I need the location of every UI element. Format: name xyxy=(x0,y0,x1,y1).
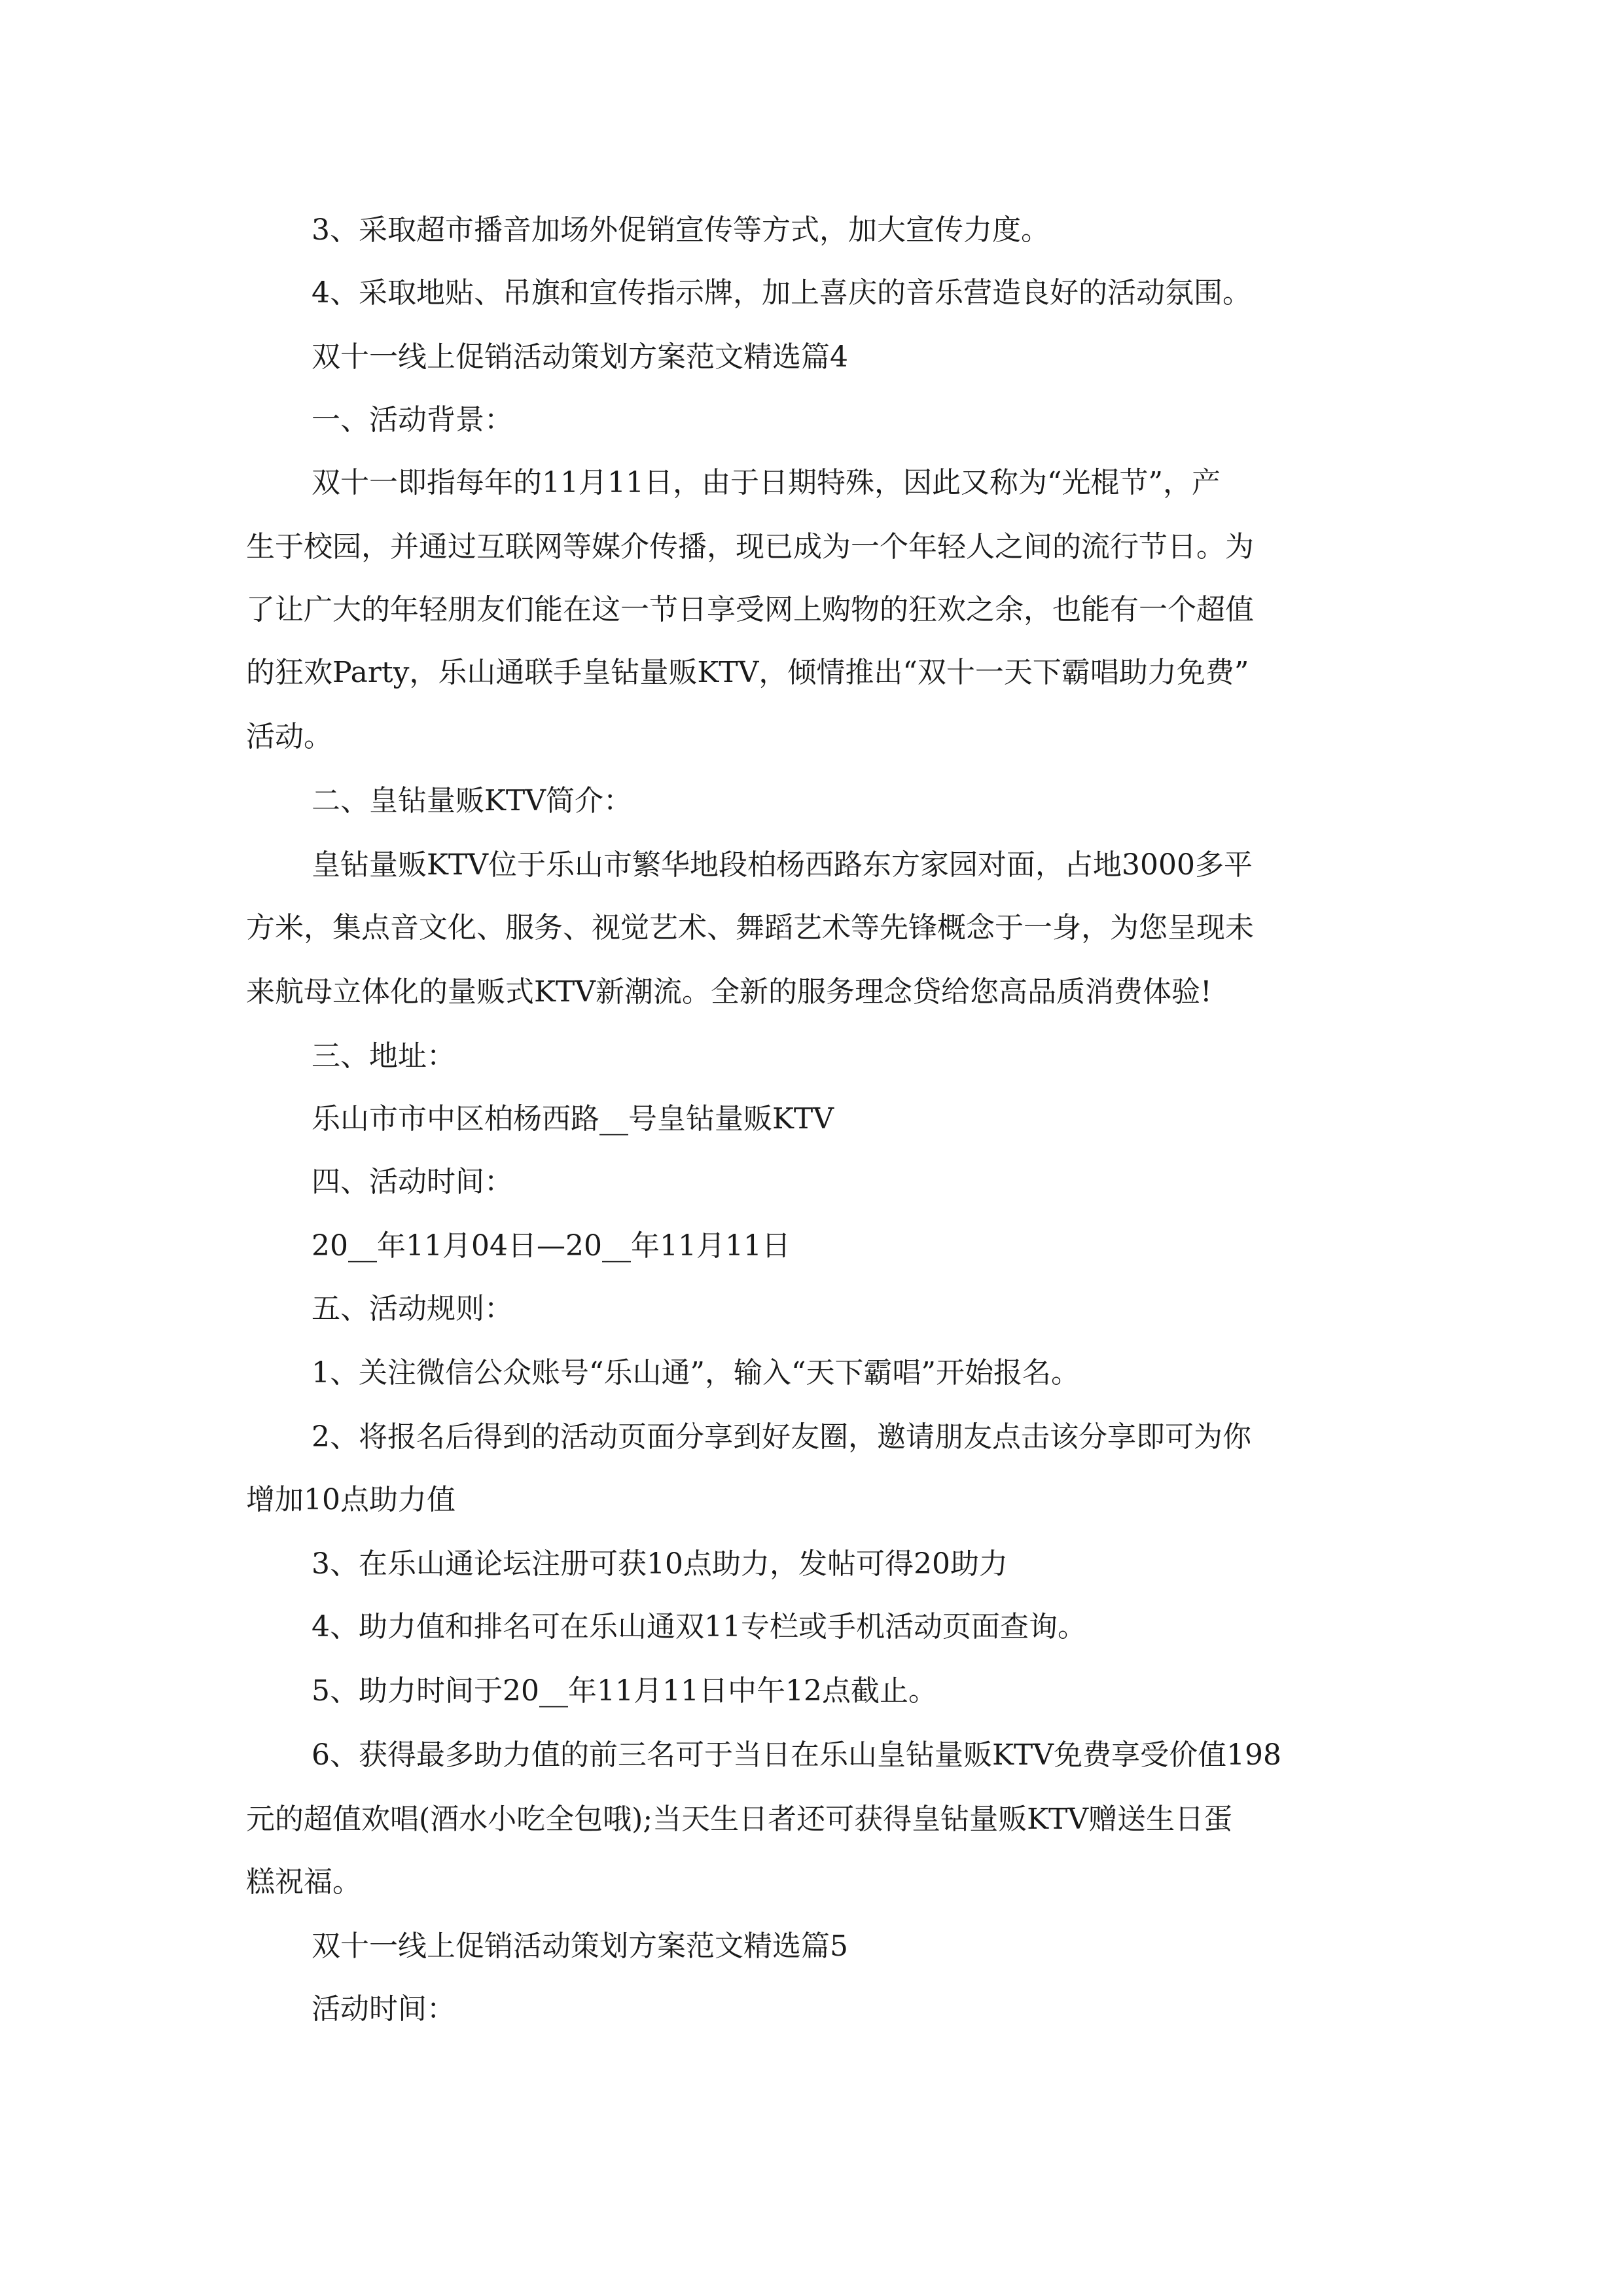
paragraph-line: 了让广大的年轻朋友们能在这一节日享受网上购物的狂欢之余，也能有一个超值 xyxy=(246,593,1254,626)
list-item: 1、关注微信公众账号“乐山通”，输入“天下霸唱”开始报名。 xyxy=(312,1356,1080,1390)
subsection-heading: 二、皇钻量贩KTV简介： xyxy=(312,784,632,817)
paragraph-line: 来航母立体化的量贩式KTV新潮流。全新的服务理念贷给您高品质消费体验! xyxy=(246,975,1212,1009)
list-item: 6、获得最多助力值的前三名可于当日在乐山皇钻量贩KTV免费享受价值198 xyxy=(312,1738,1281,1772)
paragraph-line: 活动。 xyxy=(246,720,332,753)
subsection-heading: 四、活动时间： xyxy=(312,1165,513,1198)
subsection-heading: 三、地址： xyxy=(312,1039,455,1073)
paragraph-line: 3、采取超市播音加场外促销宣传等方式，加大宣传力度。 xyxy=(312,213,1050,247)
section-heading: 双十一线上促销活动策划方案范文精选篇5 xyxy=(312,1929,848,1963)
subsection-heading: 一、活动背景： xyxy=(312,403,513,437)
paragraph-line: 生于校园，并通过互联网等媒介传播，现已成为一个年轻人之间的流行节日。为 xyxy=(246,530,1254,564)
list-item-continuation: 糕祝福。 xyxy=(246,1865,361,1899)
section-heading: 双十一线上促销活动策划方案范文精选篇4 xyxy=(312,340,848,374)
paragraph-line: 方米，集点音文化、服务、视觉艺术、舞蹈艺术等先锋概念于一身，为您呈现未 xyxy=(246,911,1254,944)
list-item: 3、在乐山通论坛注册可获10点助力，发帖可得20助力 xyxy=(312,1547,1008,1581)
paragraph-line: 双十一即指每年的11月11日，由于日期特殊，因此又称为“光棍节”，产 xyxy=(312,466,1221,499)
subsection-heading: 五、活动规则： xyxy=(312,1292,513,1325)
list-item: 4、助力值和排名可在乐山通双11专栏或手机活动页面查询。 xyxy=(312,1610,1086,1643)
paragraph-line: 4、采取地贴、吊旗和宣传指示牌，加上喜庆的音乐营造良好的活动氛围。 xyxy=(312,276,1251,310)
list-item-continuation: 增加10点助力值 xyxy=(246,1483,455,1516)
paragraph-line: 的狂欢Party，乐山通联手皇钻量贩KTV，倾情推出“双十一天下霸唱助力免费” xyxy=(246,656,1249,689)
subsection-heading: 活动时间： xyxy=(312,1992,455,2026)
paragraph-line: 20__年11月04日—20__年11月11日 xyxy=(312,1229,791,1263)
paragraph-line: 乐山市市中区柏杨西路__号皇钻量贩KTV xyxy=(312,1102,834,1136)
list-item-continuation: 元的超值欢唱(酒水小吃全包哦);当天生日者还可获得皇钻量贩KTV赠送生日蛋 xyxy=(246,1803,1233,1836)
list-item: 5、助力时间于20__年11月11日中午12点截止。 xyxy=(312,1674,937,1708)
list-item: 2、将报名后得到的活动页面分享到好友圈，邀请朋友点击该分享即可为你 xyxy=(312,1420,1251,1454)
paragraph-line: 皇钻量贩KTV位于乐山市繁华地段柏杨西路东方家园对面，占地3000多平 xyxy=(312,848,1253,882)
